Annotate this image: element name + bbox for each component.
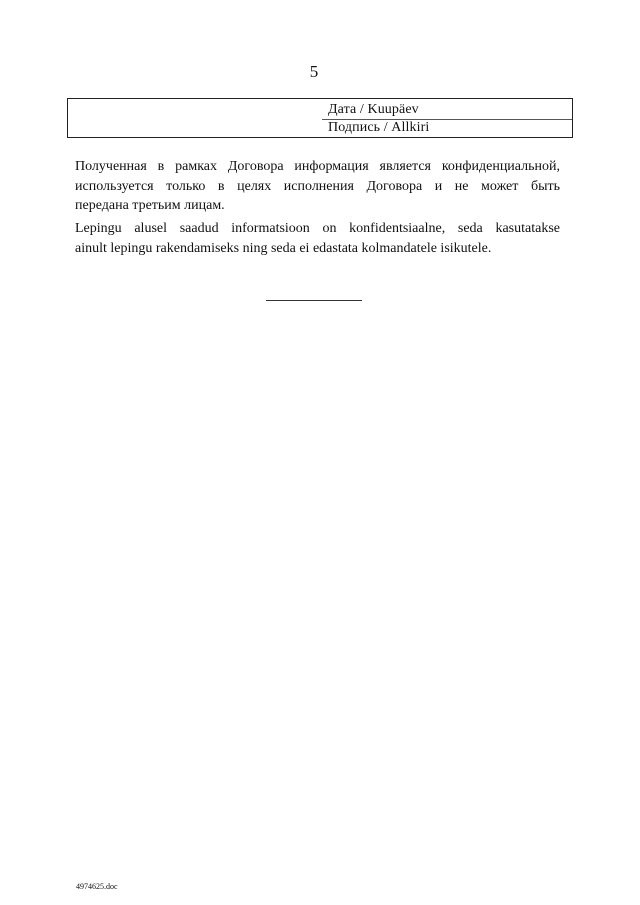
date-label: Дата / Kuupäev [328,102,419,117]
paragraph-line: используется только в целях исполнения Договора и не может быть [75,178,560,194]
footer-file-name: 4974625.doc [76,882,118,891]
paragraph-line: передана третьим лицам. [75,198,225,213]
end-of-text-rule [266,300,362,301]
confidentiality-paragraph-ru [75,157,560,216]
signature-table [67,98,573,138]
paragraph-line: Lepingu alusel saadud informatsioon on konfidentsiaalne, seda kasutatakse [75,221,560,236]
paragraph-line: Полученная в рамках Договора информация является конфиденциальной, [75,159,560,174]
paragraph-line: ainult lepingu rakendamiseks ning seda ei edastata kolmandatele isikutele. [75,240,492,256]
page-number: 5 [309,62,319,81]
confidentiality-paragraph-et [75,219,560,258]
signature-label: Подпись / Allkiri [328,120,430,135]
